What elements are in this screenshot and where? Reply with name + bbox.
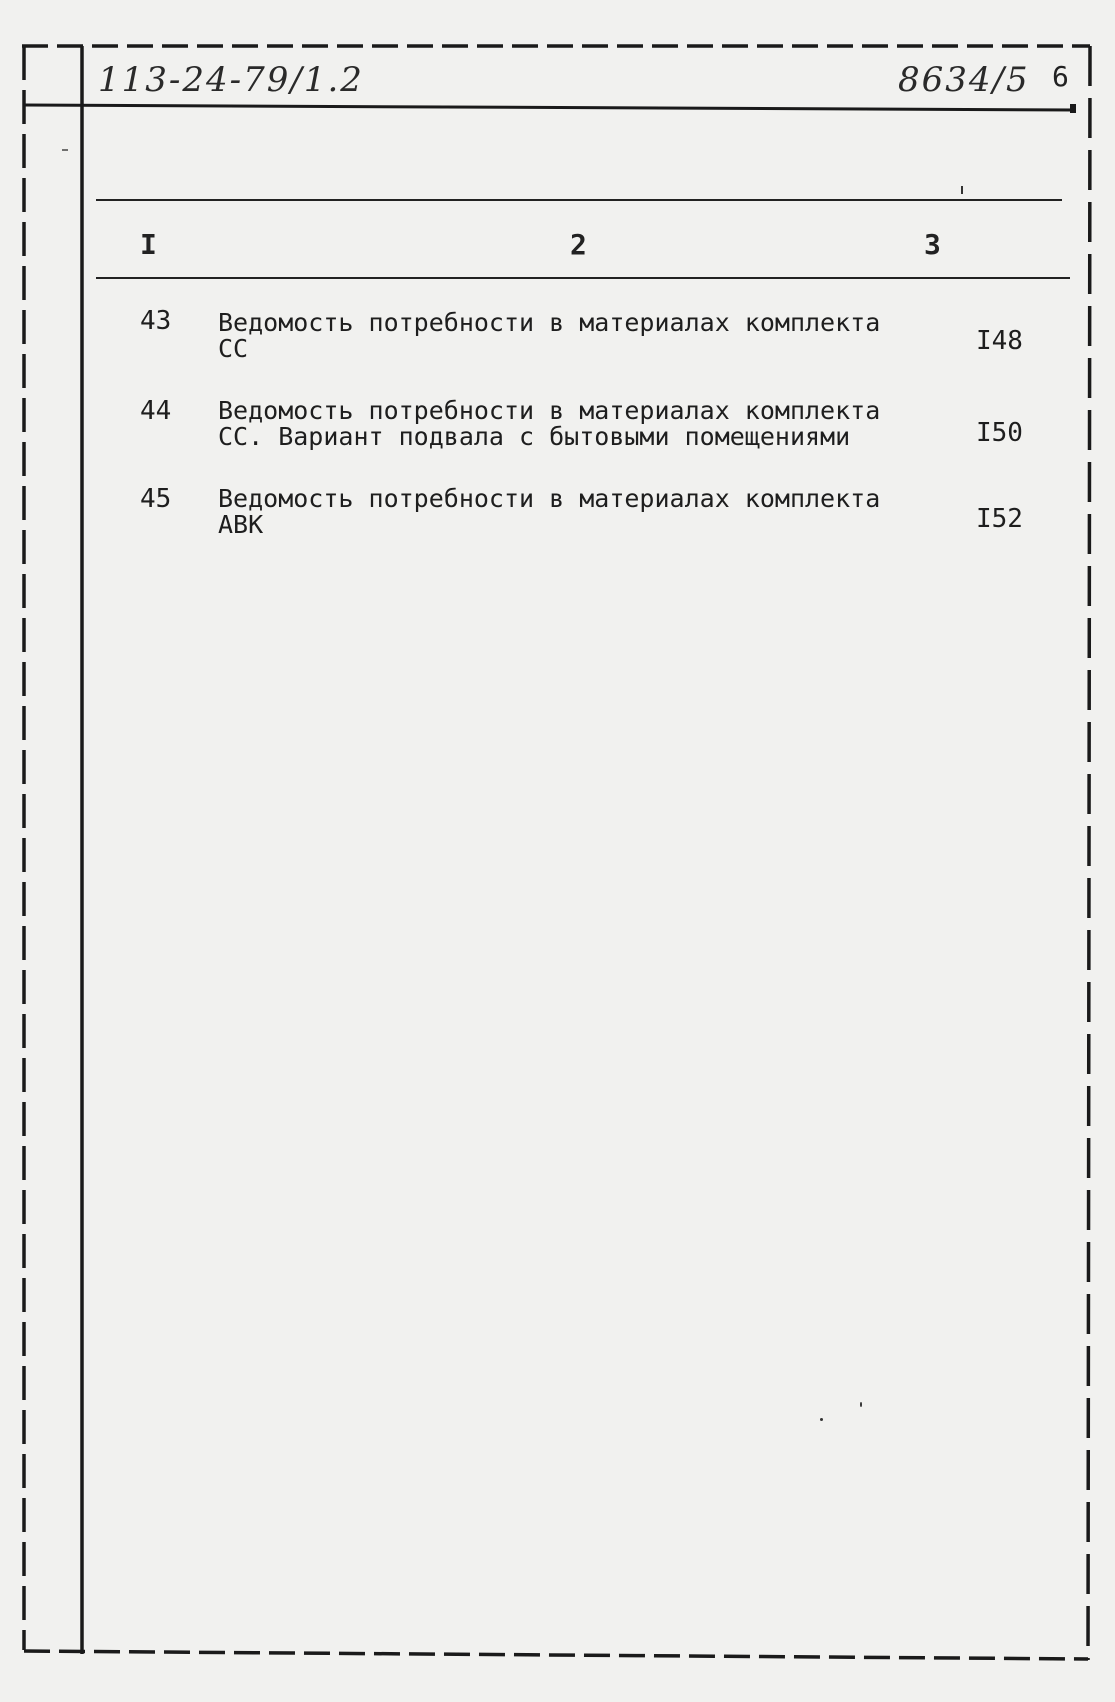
row-title: Ведомость потребности в материалах комплекта СС. Вариант подвала с бытовыми помещениями <box>218 396 881 451</box>
header-divider <box>24 105 1076 110</box>
row-number: 43 <box>140 306 172 336</box>
header-divider-end-mark <box>1070 104 1076 113</box>
document-code: 113-24-79/1.2 <box>98 60 364 100</box>
column-header-3: 3 <box>924 228 941 261</box>
row-title: Ведомость потребности в материалах комплекта СС <box>218 308 881 363</box>
row-page: I52 <box>976 504 1023 534</box>
frame-bottom-edge <box>24 1651 1088 1659</box>
column-header-1: I <box>140 228 157 261</box>
row-number: 45 <box>140 484 172 514</box>
row-title: Ведомость потребности в материалах комплекта АВК <box>218 484 881 539</box>
frame-right-edge <box>1088 46 1090 1660</box>
sheet-code: 8634/5 <box>898 60 1030 100</box>
column-header-2: 2 <box>570 228 587 261</box>
row-page: I50 <box>976 418 1023 448</box>
scan-speck <box>860 1402 862 1407</box>
scan-speck <box>820 1418 823 1421</box>
row-number: 44 <box>140 396 172 426</box>
page-number: 6 <box>1052 60 1069 93</box>
row-page: I48 <box>976 326 1023 356</box>
